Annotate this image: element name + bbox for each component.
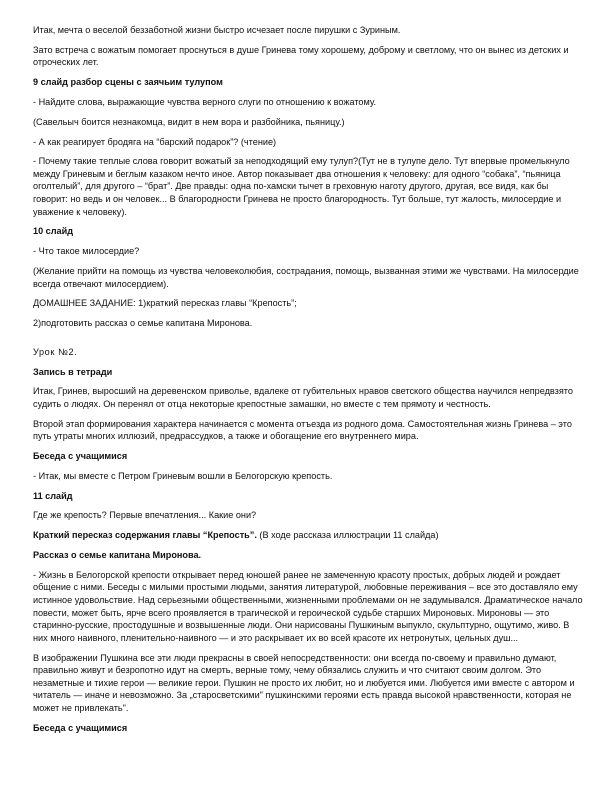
section-heading: Рассказ о семье капитана Миронова. bbox=[33, 549, 202, 560]
homework-line: 2)подготовить рассказ о семье капитана Миронова. bbox=[33, 318, 253, 329]
homework-line: ДОМАШНЕЕ ЗАДАНИЕ: 1)краткий пересказ главы “Крепость”; bbox=[33, 298, 297, 309]
paragraph: (Желание прийти на помощь из чувства человеколюбия, сострадания, помощь, вызванная этими же чувствами. На милосердие всегда отвечают милосердием). bbox=[33, 266, 579, 289]
bold-lead: Краткий пересказ содержания главы “Крепость”. bbox=[33, 530, 257, 541]
mixed-paragraph bbox=[33, 529, 584, 542]
lead-rest: (В ходе рассказа иллюстрации 11 слайда) bbox=[256, 530, 439, 541]
paragraph: Где же крепость? Первые впечатления... Какие они? bbox=[33, 510, 257, 521]
lesson-heading: Урок №2. bbox=[33, 346, 78, 357]
paragraph: - А как реагирует бродяга на “барский подарок”? (чтение) bbox=[33, 136, 277, 147]
section-heading: Беседа с учащимися bbox=[33, 451, 128, 462]
paragraph: - Найдите слова, выражающие чувства верного слуги по отношению к вожатому. bbox=[33, 96, 377, 107]
paragraph: - Жизнь в Белогорской крепости открывает перед юношей ранее не замеченную красоту простых, добрых людей и рождает общение с ними. Беседы с милыми простыми людьми, занятия литературой, любовные переживания – все это доставляло ему истинное удовольствие. Над серьезными общественными, жизненными проблемами он не задумывался. Драматическое начало повести, может быть, ярче всего проявляется в трагической и героической судьбе старших Мироновых. Мироновы — это старинно-русские, простодушные и возвышенные люди. Они нарисованы Пушкиным выпукло, скульптурно, ощутимо, живо. В них много наивного, пленительно-наивного — и это раскрывает их во всей красоте их нетронутых, цельных душ... bbox=[33, 569, 583, 643]
section-heading: 11 слайд bbox=[33, 490, 73, 501]
paragraph: - Итак, мы вместе с Петром Гриневым вошли в Белогорскую крепость. bbox=[33, 470, 333, 481]
section-heading: Запись в тетради bbox=[33, 366, 113, 377]
section-heading: Беседа с учащимися bbox=[33, 722, 128, 733]
paragraph: Зато встреча с вожатым помогает проснуться в душе Гринева тому хорошему, доброму и светлому, что он вынес из детских и отроческих лет. bbox=[33, 44, 569, 68]
paragraph: - Почему такие теплые слова говорит вожатый за неподходящий ему тулуп?(Тут не в тулупе дело. Тут впервые промелькнуло между Гриневым и беглым казаком нечто иное. Автор показывает два отношения к человеку: для одного “собака”, “пьяница оголтелый”, для другого – “брат”. Две правды: одна по-хамски тычет в греховную наготу другого, другая, все видя, как бы говорит: но ведь и он человек... В благородности Гринева не просто благородность. Тут больше, тут жалость, милосердие и уважение к человеку). bbox=[33, 156, 570, 217]
section-heading: 9 слайд разбор сцены с заячьим тулупом bbox=[33, 77, 223, 88]
paragraph: (Савельыч боится незнакомца, видит в нем вора и разбойника, пьяницу.) bbox=[33, 116, 345, 127]
paragraph: Второй этап формирования характера начинается с момента отъезда из родного дома. Самостоятельная жизнь Гринева – это путь утраты многих иллюзий, предрассудков, а также и обогащение его внутреннего мира. bbox=[33, 418, 572, 442]
paragraph: В изображении Пушкина все эти люди прекрасны в своей непосредственности: они всегда по-своему и правильно думают, правильно живут и безропотно идут на смерть, верные тому, чему обязались служить и что считают своим долгом. Это незаметные и тихие герои — великие герои. Пушкин не просто их любит, но и любуется ими. Любуется ими вместе с автором и читатель — иначе и невозможно. За „старосветскими" пушкинскими героями есть правда высокой нравственности, которая не может не привлекать". bbox=[33, 652, 575, 713]
section-heading: 10 слайд bbox=[33, 226, 74, 237]
paragraph: - Что такое милосердие? bbox=[33, 246, 140, 257]
paragraph: Итак, мечта о веселой беззаботной жизни быстро исчезает после пирушки с Зуриным. bbox=[33, 25, 401, 35]
paragraph: Итак, Гринев, выросший на деревенском приволье, вдалеке от губительных нравов светского общества научился непредвзято судить о людях. Он перенял от отца некоторые крепостные замашки, но вместе с тем прямоту и честность. bbox=[33, 386, 573, 409]
